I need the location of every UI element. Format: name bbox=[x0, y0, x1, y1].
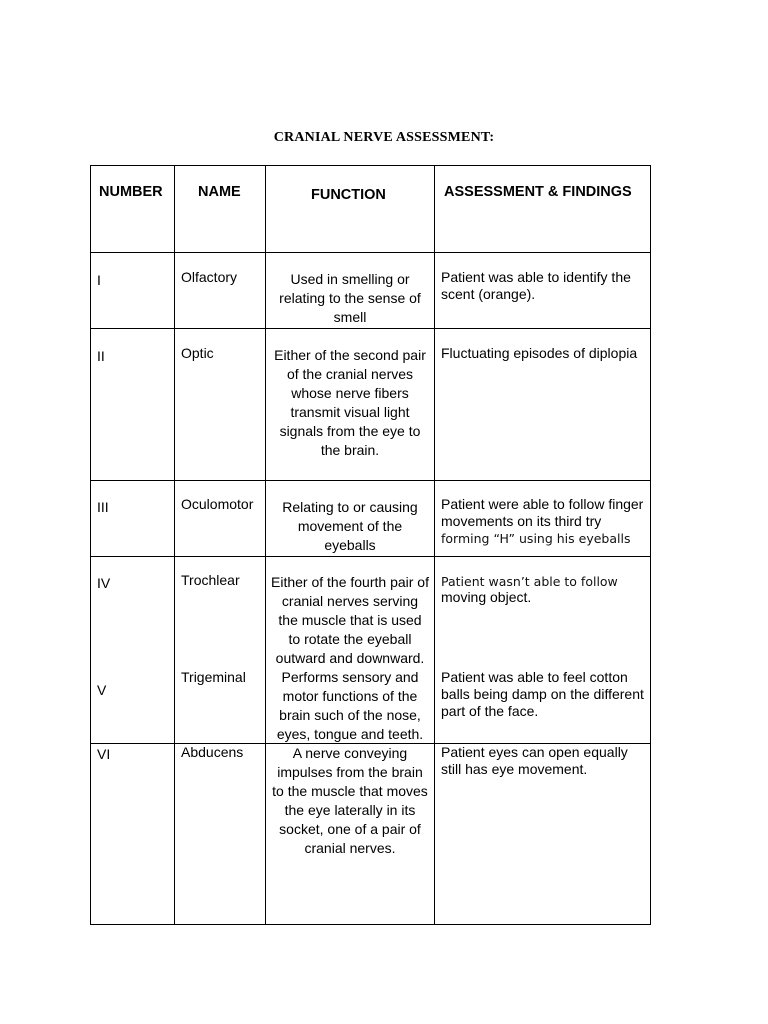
header-function: FUNCTION bbox=[311, 187, 386, 203]
row-name: Olfactory bbox=[181, 269, 238, 285]
row-assessment: Patient were able to follow finger movements on its third try bbox=[441, 496, 644, 529]
row-assessment: Patient was able to identify the scent (orange). bbox=[441, 269, 631, 302]
table-border-left bbox=[90, 165, 91, 925]
row-name: Trochlear bbox=[181, 572, 240, 588]
row-function: Either of the second pair of the cranial nerves whose nerve fibers transmit visual light signals from the eye to the brain. bbox=[274, 347, 426, 458]
row-assessment: moving object. bbox=[441, 589, 532, 605]
row-number: II bbox=[97, 348, 105, 364]
row-function: Performs sensory and motor functions of the brain such of the nose, eyes, tongue and teeth. bbox=[276, 669, 424, 742]
row-name: Abducens bbox=[181, 744, 244, 760]
row-function: A nerve conveying impulses from the brain to the muscle that moves the eye laterally in its socket, one of a pair of cranial nerves. bbox=[272, 745, 428, 856]
row-number: V bbox=[97, 682, 107, 698]
row-assessment: Patient was able to feel cotton balls being damp on the different part of the face. bbox=[441, 669, 644, 719]
row-number: IV bbox=[97, 575, 111, 591]
row-function: Used in smelling or relating to the sense of smell bbox=[279, 271, 421, 325]
row-function: Relating to or causing movement of the eyeballs bbox=[282, 499, 418, 553]
row-assessment: Patient eyes can open equally still has eye movement. bbox=[441, 744, 628, 777]
row-name: Oculomotor bbox=[181, 496, 254, 512]
row-assessment-typed: forming “H” using his eyeballs bbox=[441, 531, 631, 546]
document-title: CRANIAL NERVE ASSESSMENT: bbox=[273, 130, 495, 145]
table-border-right bbox=[650, 165, 651, 925]
header-number: NUMBER bbox=[99, 184, 163, 200]
row-number: I bbox=[97, 272, 101, 288]
column-divider bbox=[174, 165, 175, 925]
column-divider bbox=[434, 165, 435, 925]
header-name: NAME bbox=[198, 184, 241, 200]
row-function: Either of the fourth pair of cranial nerves serving the muscle that is used to rotate the eyeball outward and downward. bbox=[271, 574, 429, 666]
row-name: Trigeminal bbox=[181, 669, 246, 685]
row-number: VI bbox=[97, 746, 111, 762]
row-assessment-typed: Patient wasn’t able to follow bbox=[441, 574, 618, 589]
row-name: Optic bbox=[181, 345, 214, 361]
column-divider bbox=[265, 165, 266, 925]
row-assessment: Fluctuating episodes of diplopia bbox=[441, 345, 638, 361]
header-assessment: ASSESSMENT & FINDINGS bbox=[444, 184, 632, 200]
row-number: III bbox=[97, 499, 109, 515]
